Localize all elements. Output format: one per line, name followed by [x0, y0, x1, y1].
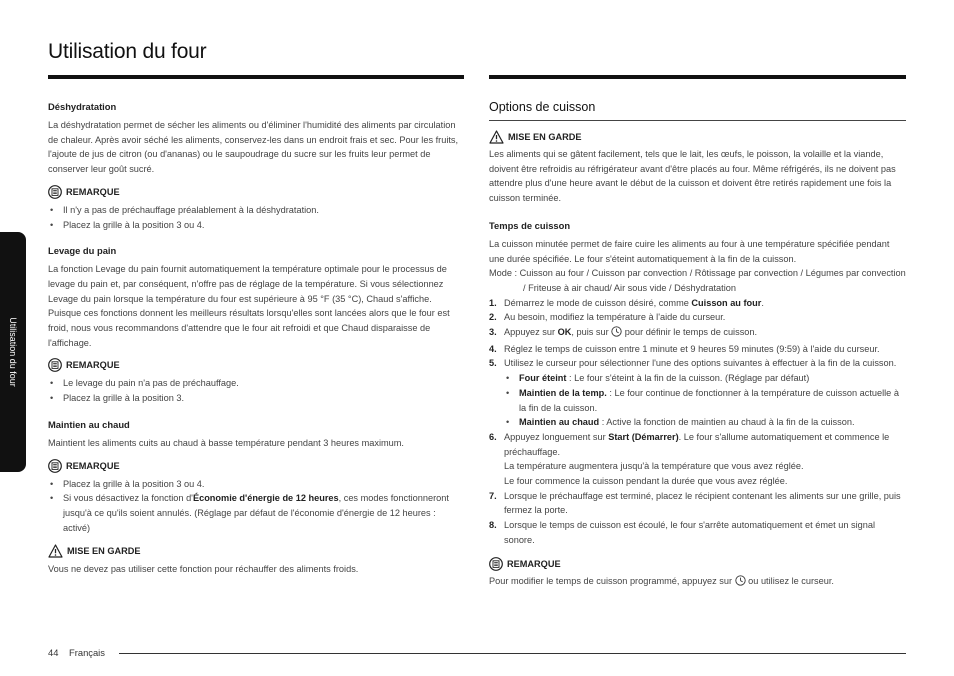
- step-text: Démarrez le mode de cuisson désiré, comme: [504, 297, 692, 308]
- step-text: Utilisez le curseur pour sélectionner l'une des options suivantes à effectuer à la fin de la cuisson.: [504, 358, 897, 369]
- keep-warm-heading: Maintien au chaud: [48, 418, 130, 430]
- section-title: Options de cuisson: [489, 100, 596, 114]
- dehydration-note-list: [48, 203, 464, 232]
- side-tab-label: Utilisation du four: [8, 317, 18, 387]
- note-icon: [489, 557, 503, 571]
- note-label: REMARQUE: [66, 460, 120, 471]
- cook-time-note-text: [489, 574, 906, 591]
- option-text: : Active la fonction de maintien au chaud à la fin de la cuisson.: [599, 417, 855, 428]
- step-7: [489, 489, 906, 518]
- page-language: Français: [69, 647, 105, 658]
- keep-warm-note-heading: [48, 459, 464, 473]
- right-column: [489, 75, 906, 590]
- footer-rule: [119, 653, 906, 654]
- keep-warm-note-list: [48, 477, 464, 536]
- option-name: Four éteint: [519, 373, 567, 384]
- list-item: • Placez la grille à la position 3 ou 4.: [48, 477, 464, 492]
- note-label: REMARQUE: [507, 558, 561, 569]
- step-text: .: [761, 297, 764, 308]
- note-icon: [48, 358, 62, 372]
- left-header-rule: [48, 75, 464, 79]
- list-item: [504, 371, 906, 386]
- proofing-text: La fonction Levage du pain fournit automatiquement la température optimale pour le processus de levage du pain et, par conséquent, n'offre pas de réglage de la température. Si vous sélectionnez Levage du pain lorsque la température du four est supérieure à 95 °F (35 °C), Chaud s'affiche. Puisque ces fonctions donnent les meilleurs résultats lorsqu'elles sont lancées alors que le four est froid, nous vous recommandons d'attendre que le four ait refroidi et que Chaud disparaisse de l'affichage.: [48, 264, 450, 348]
- step-text: Au besoin, modifiez la température à l'aide du curseur.: [504, 312, 726, 323]
- bake-mode-label: Cuisson au four: [691, 297, 762, 308]
- keep-warm-warning-text: Vous ne devez pas utiliser cette fonction pour réchauffer des aliments froids.: [48, 564, 359, 575]
- start-key-label: Start (Démarrer): [608, 431, 679, 442]
- clock-icon: [735, 575, 746, 591]
- step-number: 7.: [489, 490, 497, 501]
- step-6: [489, 430, 906, 489]
- step-text: Lorsque le préchauffage est terminé, placez le récipient contenant les aliments sur une grille, puis fermez la porte.: [504, 490, 901, 516]
- proofing-note-heading: [48, 358, 464, 372]
- option-name: Maintien de la temp.: [519, 387, 607, 398]
- note-text: ou utilisez le curseur.: [745, 575, 834, 586]
- list-item: • Le levage du pain n'a pas de préchauffage.: [48, 376, 464, 391]
- cook-time-heading: Temps de cuisson: [489, 219, 571, 231]
- warning-label: MISE EN GARDE: [67, 546, 141, 557]
- step-number: 6.: [489, 431, 497, 442]
- list-item: [48, 491, 464, 535]
- cook-time-text: La cuisson minutée permet de faire cuire les aliments au four à une température spécifiée pendant une durée spécifiée. Le four s'éteint automatiquement à la fin de la cuisson.: [489, 238, 890, 264]
- dehydration-heading: Déshydratation: [48, 101, 117, 112]
- step-text: Réglez le temps de cuisson entre 1 minute et 9 heures 59 minutes (9:59) à l'aide du curseur.: [504, 343, 880, 354]
- step-text: Appuyez sur: [504, 327, 558, 338]
- step-text: pour définir le temps de cuisson.: [622, 327, 758, 338]
- note-icon: [48, 185, 62, 199]
- step-4: [489, 342, 906, 357]
- list-item: • Il n'y a pas de préchauffage préalablement à la déshydratation.: [48, 203, 464, 218]
- step-number: 4.: [489, 343, 497, 354]
- cook-time-modes: [489, 266, 906, 295]
- step-8: [489, 518, 906, 547]
- end-options-list: [504, 371, 906, 430]
- note-label: REMARQUE: [66, 186, 120, 197]
- dehydration-note-heading: [48, 185, 464, 199]
- step-1: [489, 296, 906, 311]
- list-item-text: Si vous désactivez la fonction d': [63, 493, 193, 504]
- section-title-rule: [489, 120, 906, 121]
- dehydration-text: La déshydratation permet de sécher les aliments ou d'éliminer l'humidité des aliments par circulation de chaleur. Après avoir séché les aliments, conservez-les dans un endroit frais et sec. Pour les fruits, l'ajoute de jus de citron (ou d'ananas) ou le saupoudrage du sucre sur les fruits leur permet de conserver leur goût sucré.: [48, 120, 459, 175]
- step-text: Appuyez longuement sur: [504, 431, 609, 442]
- step-text: . Le four s'allume automatiquement et commence le préchauffage.: [504, 431, 890, 457]
- step-text: , puis sur: [571, 327, 612, 338]
- warning-label: MISE EN GARDE: [508, 132, 582, 142]
- cook-time-steps: [489, 296, 906, 548]
- option-name: Maintien au chaud: [519, 417, 600, 428]
- keep-warm-warning-heading: [48, 544, 464, 558]
- page-number: 44: [48, 647, 59, 658]
- warning-triangle-icon: [489, 130, 504, 144]
- page-title: Utilisation du four: [48, 40, 207, 63]
- cooking-warning-heading: [489, 130, 906, 144]
- mode-label: Mode: [489, 268, 512, 279]
- warning-triangle-icon: [48, 544, 63, 558]
- step-number: 8.: [489, 520, 497, 531]
- right-header-rule: [489, 75, 906, 79]
- list-item: [504, 415, 906, 430]
- list-item: [504, 386, 906, 415]
- clock-icon: [611, 326, 622, 342]
- proofing-note-list: [48, 376, 464, 405]
- energy-saving-label: Économie d'énergie de 12 heures: [192, 493, 339, 504]
- step-2: [489, 310, 906, 325]
- note-label: REMARQUE: [66, 360, 120, 371]
- step-5: [489, 356, 906, 430]
- proofing-heading: Levage du pain: [48, 245, 117, 257]
- list-item: • Placez la grille à la position 3 ou 4.: [48, 218, 464, 233]
- keep-warm-text: Maintient les aliments cuits au chaud à basse température pendant 3 heures maximum.: [48, 437, 404, 448]
- left-column: [48, 75, 464, 577]
- option-text: : Le four continue de fonctionner à la température de cuisson actuelle à la fin de la cuisson.: [519, 387, 899, 413]
- step-text: Le four commence la cuisson pendant la durée que vous avez réglée.: [504, 476, 788, 487]
- note-text: Pour modifier le temps de cuisson programmé, appuyez sur: [489, 575, 735, 586]
- ok-key-label: OK: [557, 327, 572, 338]
- option-text: : Le four s'éteint à la fin de la cuisson. (Réglage par défaut): [566, 373, 810, 384]
- step-number: 1.: [489, 297, 497, 308]
- note-icon: [48, 459, 62, 473]
- mode-list: : Cuisson au four / Cuisson par convection / Rôtissage par convection / Légumes par convection / Friteuse à air chaud/ Air sous vide / Déshydratation: [511, 268, 906, 293]
- step-text: Lorsque le temps de cuisson est écoulé, le four s'arrête automatiquement et émet un signal sonore.: [504, 520, 875, 545]
- step-number: 3.: [489, 327, 497, 338]
- step-number: 2.: [489, 312, 497, 323]
- list-item-text: , ces modes fonctionneront jusqu'à ce qu'ils soient annulés. (Réglage par défaut de l'économie d'énergie de 12 heures : activé): [63, 493, 449, 533]
- cook-time-note-heading: [489, 557, 906, 571]
- step-3: [489, 325, 906, 342]
- cooking-warning-text: Les aliments qui se gâtent facilement, tels que le lait, les œufs, le poisson, la volaille et la viande, doivent être refroidis au réfrigérateur avant d'être placés au four. Même réfrigérés, ils ne doivent pas attendre plus d'une heure avant le début de la cuisson et doivent être retirés rapidement une fois la cuisson terminée.: [489, 149, 896, 204]
- step-number: 5.: [489, 358, 497, 369]
- list-item: • Placez la grille à la position 3.: [48, 391, 464, 406]
- step-text: La température augmentera jusqu'à la température que vous avez réglée.: [504, 461, 804, 472]
